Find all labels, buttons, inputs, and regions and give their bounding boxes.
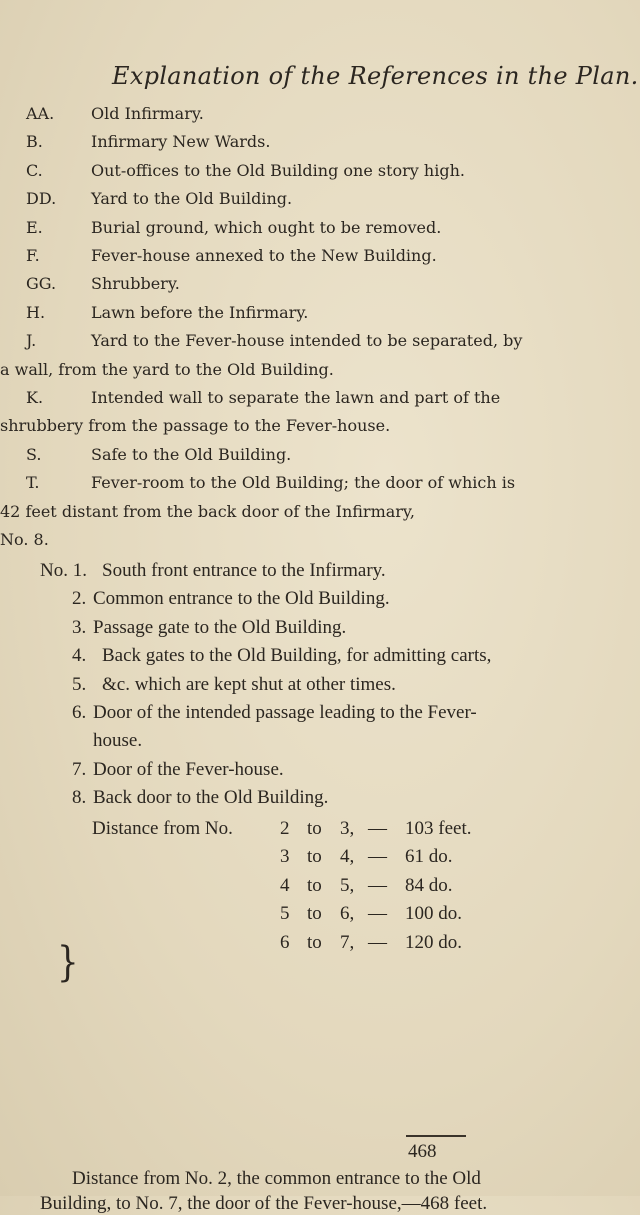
- distance-from: 2: [280, 818, 290, 839]
- reference-text: Old Infirmary.: [91, 104, 204, 123]
- numbered-text: house.: [93, 730, 143, 752]
- reference-key: GG.: [26, 274, 57, 294]
- reference-text: Lawn before the Infirmary.: [91, 302, 309, 322]
- distance-from: 6: [280, 931, 290, 953]
- distance-summary-line-2: Building, to No. 7, the door of the Fever-house,—468 feet.: [40, 1193, 488, 1214]
- brace-icon: }: [57, 939, 79, 987]
- numbered-text: Back door to the Old Building.: [93, 787, 329, 809]
- reference-key: DD.: [26, 189, 57, 209]
- distance-summary-line-1: Distance from No. 2, the common entrance to the Old: [72, 1168, 481, 1189]
- reference-key: E.: [26, 217, 43, 237]
- distance-dash: —: [368, 874, 387, 896]
- reference-text: Intended wall to separate the lawn and part of the: [91, 388, 501, 407]
- numbered-text: Back gates to the Old Building, for admitting carts,: [102, 645, 492, 667]
- distance-label: Distance from No.: [92, 818, 233, 839]
- reference-key: H.: [26, 302, 46, 322]
- reference-key: C.: [26, 160, 43, 180]
- reference-text: Infirmary New Wards.: [91, 132, 271, 152]
- reference-key: S.: [26, 444, 42, 464]
- numbered-key: 8.: [72, 787, 87, 809]
- reference-text: a wall, from the yard to the Old Building.: [0, 359, 334, 379]
- reference-key: K.: [26, 388, 44, 407]
- numbered-key: 5.: [72, 673, 87, 695]
- distance-value: 84 do.: [405, 874, 453, 896]
- distance-to-word: to: [307, 931, 322, 953]
- reference-text: Yard to the Fever-house intended to be separated, by: [91, 331, 523, 351]
- distance-to: 5,: [340, 874, 355, 896]
- reference-text: Out-offices to the Old Building one story high.: [91, 160, 465, 180]
- page-title: Explanation of the References in the Plan.: [112, 62, 639, 90]
- reference-text: Fever-house annexed to the New Building.: [91, 246, 437, 265]
- numbered-text: South front entrance to the Infirmary.: [102, 560, 386, 581]
- distance-dash: —: [368, 846, 387, 868]
- distance-total: 468: [408, 1141, 437, 1162]
- reference-key: AA.: [26, 104, 55, 123]
- reference-text: No. 8.: [0, 530, 49, 549]
- distance-from: 3: [280, 846, 290, 868]
- numbered-key: 4.: [72, 645, 87, 667]
- distance-value: 61 do.: [405, 846, 453, 868]
- reference-key: F.: [26, 246, 40, 265]
- numbered-key: 6.: [72, 702, 87, 723]
- reference-text: Burial ground, which ought to be removed.: [91, 217, 442, 237]
- distance-value: 120 do.: [405, 931, 462, 953]
- numbered-key: 2.: [72, 588, 87, 610]
- distance-from: 5: [280, 903, 290, 925]
- distance-from: 4: [280, 874, 290, 896]
- distance-dash: —: [368, 931, 387, 953]
- numbered-text: Door of the Fever-house.: [93, 758, 284, 780]
- distance-value: 103 feet.: [405, 818, 472, 839]
- distance-to: 4,: [340, 846, 355, 868]
- numbered-key: 3.: [72, 616, 87, 638]
- distance-dash: —: [368, 903, 387, 925]
- numbered-text: Door of the intended passage leading to the Fever-: [93, 702, 477, 723]
- reference-text: Yard to the Old Building.: [91, 189, 293, 209]
- distance-value: 100 do.: [405, 903, 462, 925]
- distance-to-word: to: [307, 846, 322, 868]
- distance-to-word: to: [307, 818, 322, 839]
- numbered-text: Passage gate to the Old Building.: [93, 616, 347, 638]
- reference-key: J.: [26, 331, 37, 351]
- reference-key: B.: [26, 132, 43, 152]
- reference-text: Safe to the Old Building.: [91, 444, 292, 464]
- reference-text: 42 feet distant from the back door of the Infirmary,: [0, 501, 415, 521]
- reference-key: T.: [26, 473, 40, 493]
- reference-text: Fever-room to the Old Building; the door of which is: [91, 473, 516, 493]
- distance-to-word: to: [307, 874, 322, 896]
- numbered-key: 7.: [72, 758, 87, 780]
- distance-to: 7,: [340, 931, 355, 953]
- distance-to: 3,: [340, 818, 355, 839]
- numbered-text: &c. which are kept shut at other times.: [102, 673, 396, 695]
- distance-dash: —: [368, 818, 387, 839]
- reference-text: shrubbery from the passage to the Fever-house.: [0, 416, 391, 436]
- reference-text: Shrubbery.: [91, 274, 180, 294]
- distance-to-word: to: [307, 903, 322, 925]
- sum-rule: [406, 1135, 466, 1137]
- numbered-text: Common entrance to the Old Building.: [93, 588, 390, 610]
- distance-to: 6,: [340, 903, 355, 925]
- numbered-key: No. 1.: [40, 560, 87, 581]
